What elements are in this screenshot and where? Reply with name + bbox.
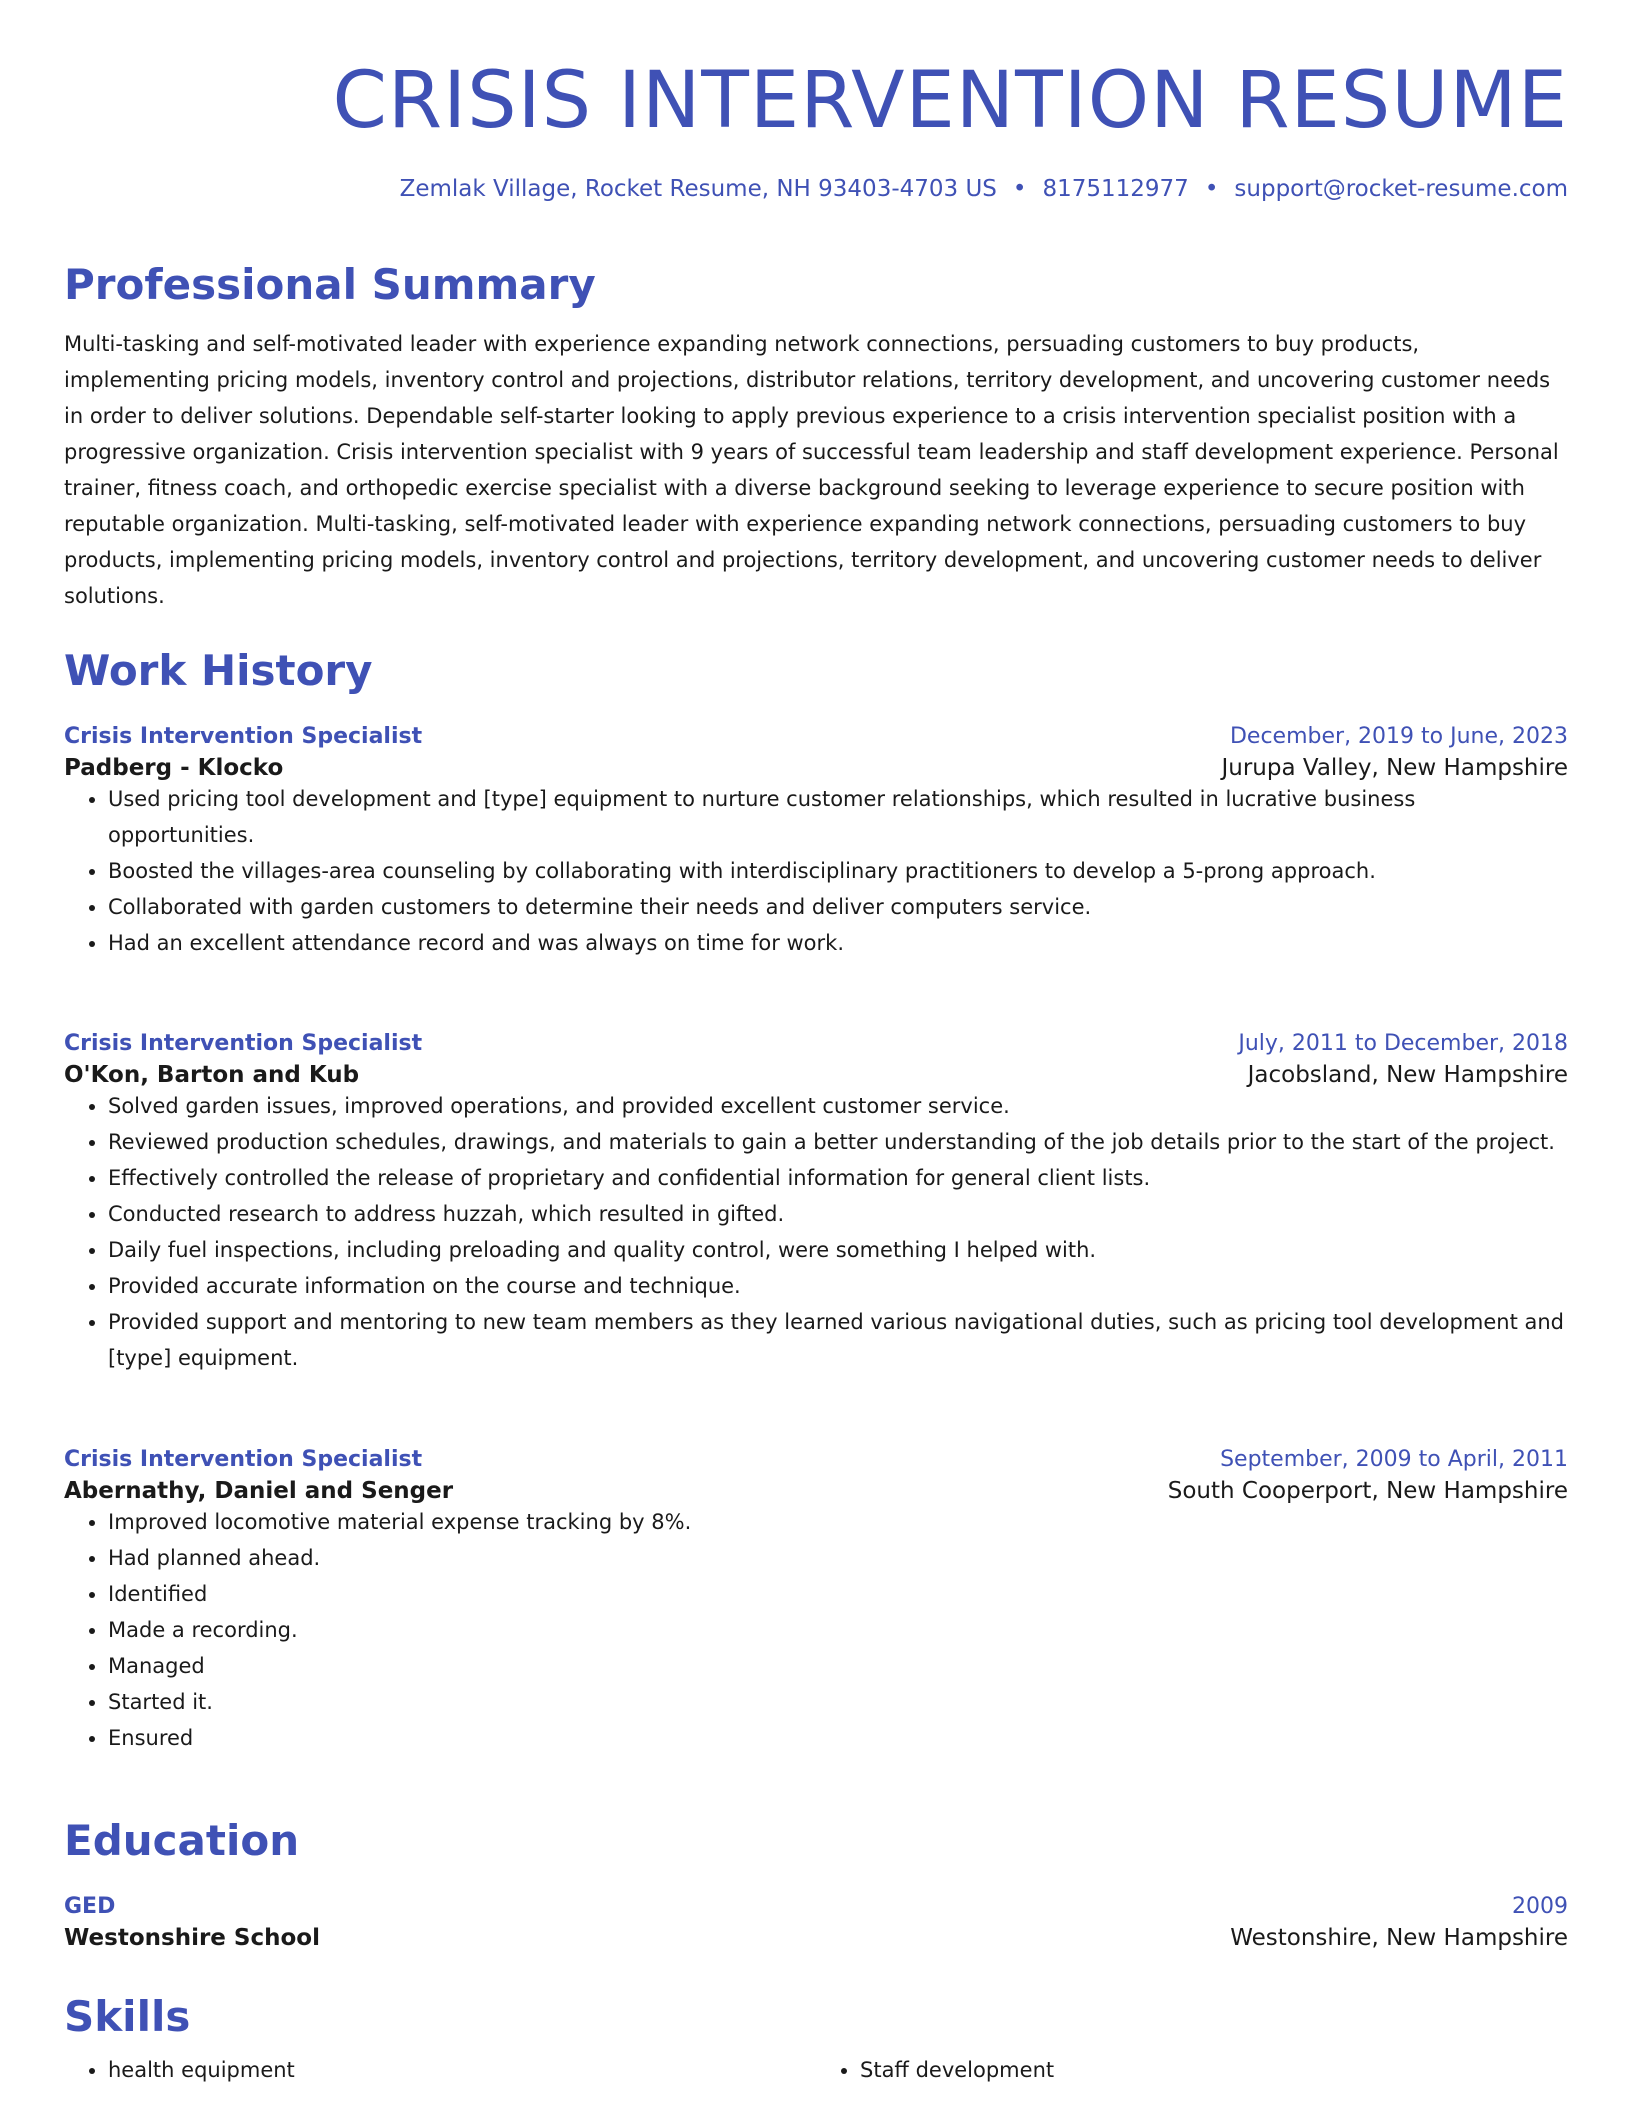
job-bullet: • Conducted research to address huzzah, which resulted in gifted. [108,1196,1568,1232]
job-location: South Cooperport, New Hampshire [1167,1478,1568,1504]
job-bullets [64,1088,1568,1376]
job-employer: Abernathy, Daniel and Senger [64,1478,454,1504]
skill-item: • health equipment [108,2052,816,2088]
education-year: 2009 [1512,1894,1568,1919]
education-degree: GED [64,1894,116,1919]
job-bullet: • Effectively controlled the release of proprietary and confidential information for general client lists. [108,1160,1568,1196]
job-title: Crisis Intervention Specialist [64,1447,423,1472]
education-section [64,1818,1568,1864]
contact-separator: • [1012,176,1027,202]
skills-list-right [816,2052,1568,2088]
job-entry [64,1447,1568,1756]
job-employer: Padberg - Klocko [64,755,284,781]
job-location: Jacobsland, New Hampshire [1247,1062,1568,1088]
contact-separator: • [1204,176,1219,202]
education-school: Westonshire School [64,1925,320,1951]
job-title: Crisis Intervention Specialist [64,724,423,749]
job-dates: July, 2011 to December, 2018 [1238,1031,1568,1056]
job-bullet: • Improved locomotive material expense tracking by 8%. [108,1504,1568,1540]
job-bullets [64,781,1568,961]
education-heading: Education [64,1816,300,1865]
resume-title: CRISIS INTERVENTION RESUME [332,56,1568,146]
work-history-heading: Work History [64,646,373,695]
job-bullet: • Daily fuel inspections, including preloading and quality control, were something I helped with. [108,1232,1568,1268]
job-dates: December, 2019 to June, 2023 [1229,724,1568,749]
job-bullet: • Had planned ahead. [108,1540,1568,1576]
job-bullet: • Managed [108,1648,1568,1684]
job-dates: September, 2009 to April, 2011 [1220,1447,1568,1472]
contact-line [64,176,1568,202]
skills-heading: Skills [64,1992,191,2041]
resume-page [64,0,1568,2083]
skills-list-left [64,2052,816,2088]
job-bullet: • Provided support and mentoring to new team members as they learned various navigational duties, such as pricing tool development and [type] equipment. [108,1304,1568,1376]
contact-email[interactable]: support@rocket-resume.com [1234,176,1568,202]
job-bullet: • Boosted the villages-area counseling by collaborating with interdisciplinary practitioners to develop a 5-prong approach. [108,853,1568,889]
education-location: Westonshire, New Hampshire [1230,1925,1568,1951]
job-bullet: • Reviewed production schedules, drawings, and materials to gain a better understanding of the job details prior to the start of the project. [108,1124,1568,1160]
job-bullet: • Solved garden issues, improved operations, and provided excellent customer service. [108,1088,1568,1124]
job-bullet: • Started it. [108,1684,1568,1720]
summary-heading: Professional Summary [64,260,596,309]
job-bullets [64,1504,1568,1756]
job-location: Jurupa Valley, New Hampshire [1221,755,1568,781]
job-title: Crisis Intervention Specialist [64,1031,423,1056]
job-bullet: • Collaborated with garden customers to determine their needs and deliver computers service. [108,889,1568,925]
job-entry [64,1031,1568,1376]
skills-grid [64,2052,1568,2088]
summary-text: Multi-tasking and self-motivated leader with experience expanding network connections, persuading customers to buy products, implementing pricing models, inventory control and projections, distributor relations, territory development, and uncovering customer needs in order to deliver solutions. Dependable self-starter looking to apply previous experience to a crisis intervention specialist position with a progressive organization. Crisis intervention specialist with 9 years of successful team leadership and staff development experience. Personal trainer, fitness coach, and orthopedic exercise specialist with a diverse background seeking to leverage experience to secure position with reputable organization. Multi-tasking, self-motivated leader with experience expanding network connections, persuading customers to buy products, implementing pricing models, inventory control and projections, territory development, and uncovering customer needs to deliver solutions. [64,332,1559,609]
skill-item: • Staff development [860,2052,1568,2088]
job-entry [64,724,1568,961]
job-employer: O'Kon, Barton and Kub [64,1062,360,1088]
job-bullet: • Made a recording. [108,1612,1568,1648]
contact-address: Zemlak Village, Rocket Resume, NH 93403-4703 US [399,176,997,202]
job-bullet: • Used pricing tool development and [type] equipment to nurture customer relationships, which resulted in lucrative business opportunities. [108,781,1568,853]
work-history-section [64,648,1568,694]
job-bullet: • Ensured [108,1720,1568,1756]
summary-section [64,262,1568,614]
job-bullet: • Provided accurate information on the course and technique. [108,1268,1568,1304]
job-bullet: • Identified [108,1576,1568,1612]
skills-section [64,1994,1568,2088]
job-bullet: • Had an excellent attendance record and was always on time for work. [108,925,1568,961]
contact-phone[interactable]: 8175112977 [1042,176,1189,202]
education-entry [64,1894,1568,1951]
